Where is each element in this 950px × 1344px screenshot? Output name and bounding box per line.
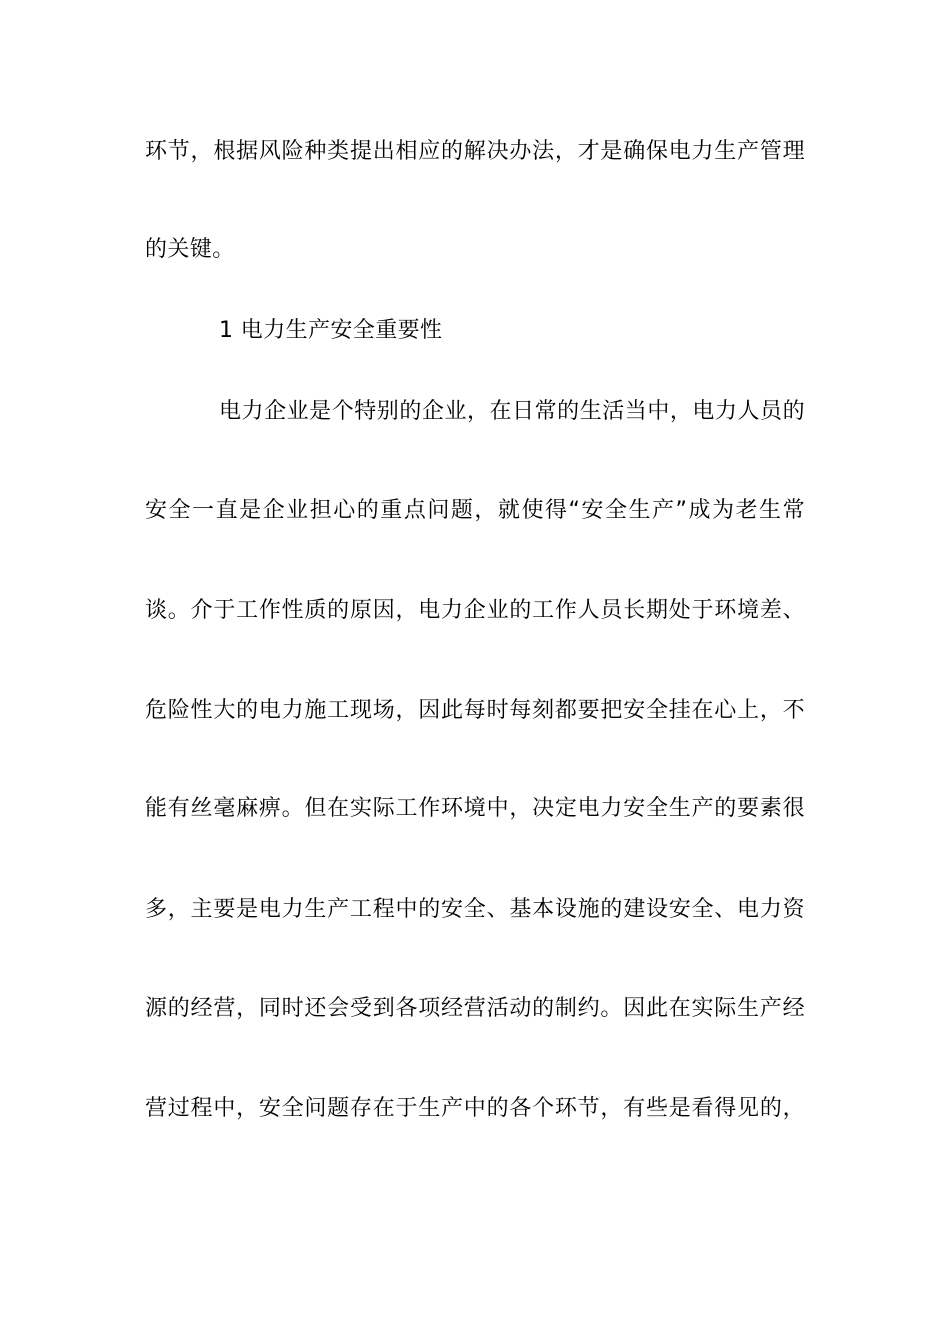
paragraph-line-1: 环节，根据风险种类提出相应的解决办法，才是确保电力生产管理	[145, 139, 805, 164]
paragraph-line-6: 危险性大的电力施工现场，因此每时每刻都要把安全挂在心上，不	[145, 698, 805, 723]
paragraph-line-2: 的关键。	[145, 237, 235, 262]
paragraph-line-7: 能有丝毫麻痹。但在实际工作环境中，决定电力安全生产的要素很	[145, 796, 805, 821]
paragraph-line-5: 谈。介于工作性质的原因，电力企业的工作人员长期处于环境差、	[145, 598, 805, 623]
paragraph-line-3: 电力企业是个特别的企业，在日常的生活当中，电力人员的	[219, 399, 805, 424]
paragraph-line-8: 多，主要是电力生产工程中的安全、基本设施的建设安全、电力资	[145, 897, 805, 922]
paragraph-line-9: 源的经营，同时还会受到各项经营活动的制约。因此在实际生产经	[145, 996, 805, 1021]
paragraph-line-10: 营过程中，安全问题存在于生产中的各个环节，有些是看得见的，	[145, 1096, 805, 1121]
paragraph-line-4: 安全一直是企业担心的重点问题，就使得“安全生产”成为老生常	[145, 498, 805, 523]
section-heading: 1 电力生产安全重要性	[219, 318, 443, 343]
